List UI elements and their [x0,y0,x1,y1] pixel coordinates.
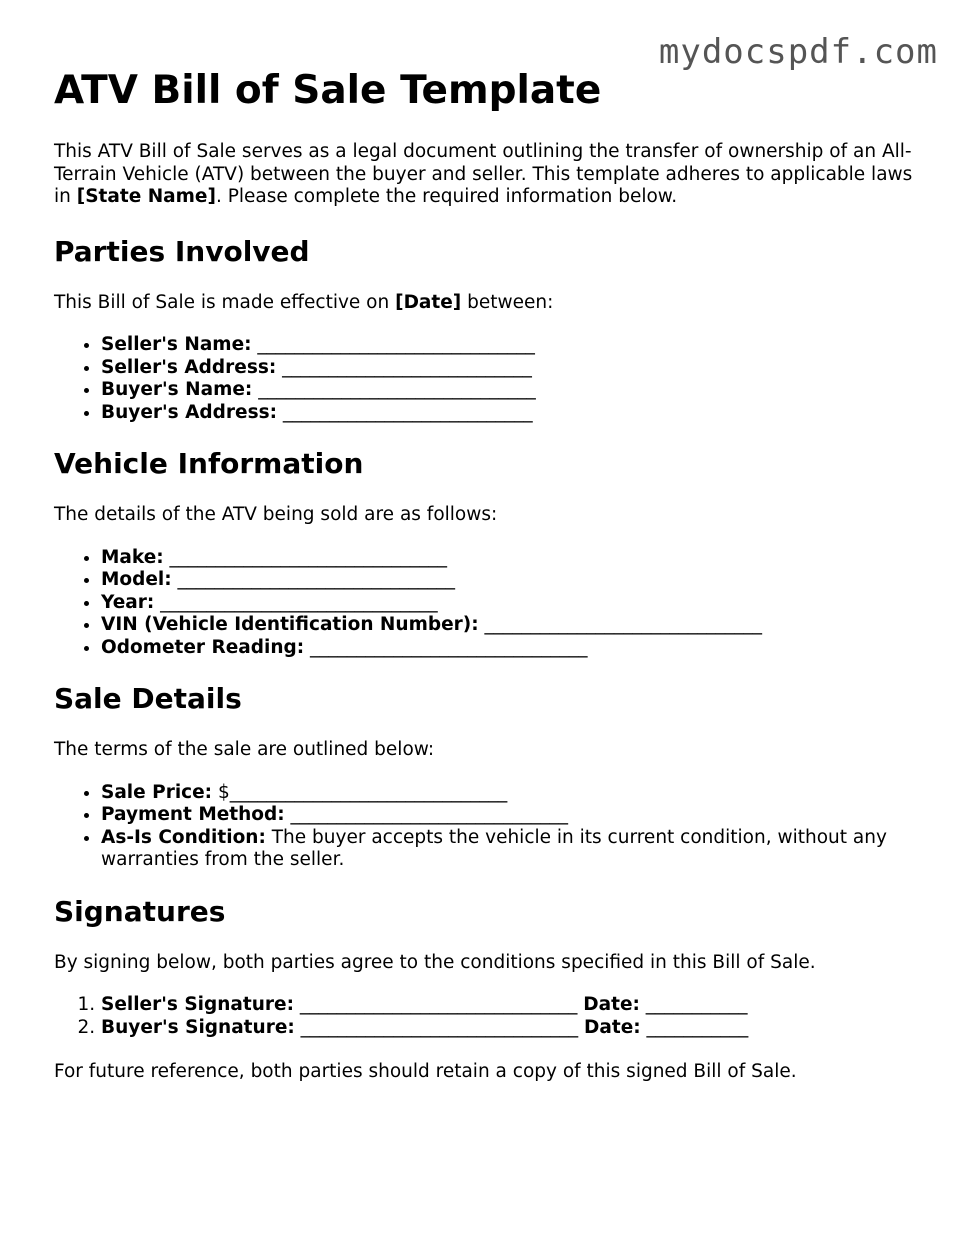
list-item-payment-method [101,804,914,827]
vehicle-lead: The details of the ATV being sold are as follows: [54,504,498,525]
list-item-sale-price [101,782,914,805]
intro-paragraph [54,141,914,209]
field-label: Payment Method: [101,804,285,825]
field-label: As-Is Condition: [101,826,266,848]
sale-lead: The terms of the sale are outlined below: [54,739,435,760]
field-label: Make: [101,546,164,568]
field-blank: ___________________________ [277,401,533,423]
intro-text-1: This ATV Bill of Sale serves as a legal document outlining the transfer of ownership of an All-Terrain Vehicle (ATV) between the buyer and seller. This template adheres to applicable laws in [54,141,913,207]
field-blank: ______________________________ [252,379,536,400]
date-label: Date: [584,1016,641,1038]
document-body [54,66,914,1102]
field-blank: ______________________________ [304,636,588,658]
list-item-year [101,592,914,615]
date-blank: ___________ [640,1016,749,1038]
field-blank: ___________________________ [276,356,532,378]
field-blank: ______________________________ [284,804,569,825]
date-blank: ___________ [639,994,748,1015]
field-label: Seller's Address: [101,356,277,378]
field-label: Buyer's Address: [101,401,278,423]
list-item-make [101,547,914,570]
field-label: Odometer Reading: [101,636,305,658]
list-item-seller-signature [101,994,914,1017]
date-placeholder: [Date] [395,291,462,313]
field-label: Buyer's Name: [101,379,253,400]
field-blank: ______________________________ [251,334,535,355]
list-item-buyer-signature [101,1017,914,1040]
field-label: Seller's Name: [101,334,252,355]
list-item-as-is-condition [101,827,914,872]
field-text: The buyer accepts the vehicle in its current condition, without any warranties from the seller. [101,826,887,870]
field-label: VIN (Vehicle Identification Number): [101,614,479,635]
field-blank: ______________________________ [154,591,438,613]
field-label: Sale Price: [101,781,213,803]
parties-lead-text-2: between: [461,291,554,313]
parties-heading: Parties Involved [54,234,310,268]
date-label: Date: [583,994,640,1015]
field-blank: ______________________________ [294,1016,585,1038]
signatures-list [54,994,914,1039]
vehicle-heading: Vehicle Information [54,447,364,480]
list-item-model [101,569,914,592]
field-blank: $______________________________ [212,781,508,803]
field-label: Model: [101,569,172,590]
sale-heading: Sale Details [54,682,242,715]
signatures-heading: Signatures [54,894,226,928]
field-blank: ______________________________ [478,614,763,635]
field-blank: ______________________________ [163,546,448,568]
signatures-lead: By signing below, both parties agree to the conditions specified in this Bill of Sale. [54,951,816,973]
field-blank: ______________________________ [294,994,584,1015]
watermark: mydocspdf.com [658,32,938,72]
parties-lead [54,292,914,315]
list-item-vin [101,614,914,637]
field-blank: ______________________________ [171,569,456,590]
closing-paragraph: For future reference, both parties should retain a copy of this signed Bill of Sale. [54,1061,797,1082]
list-item-buyer-name [101,379,914,402]
field-label: Year: [101,591,155,613]
list-item-seller-address [101,357,914,380]
parties-list [54,334,914,424]
field-label: Seller's Signature: [101,994,294,1015]
field-label: Buyer's Signature: [101,1016,295,1038]
sale-list [54,782,914,872]
page-title: ATV Bill of Sale Template [54,68,602,113]
list-item-buyer-address [101,402,914,425]
list-item-seller-name [101,334,914,357]
vehicle-list [54,547,914,660]
state-placeholder: [State Name] [76,186,216,207]
parties-lead-text-1: This Bill of Sale is made effective on [54,291,396,313]
intro-text-2: . Please complete the required information below. [215,186,678,207]
list-item-odometer [101,637,914,660]
